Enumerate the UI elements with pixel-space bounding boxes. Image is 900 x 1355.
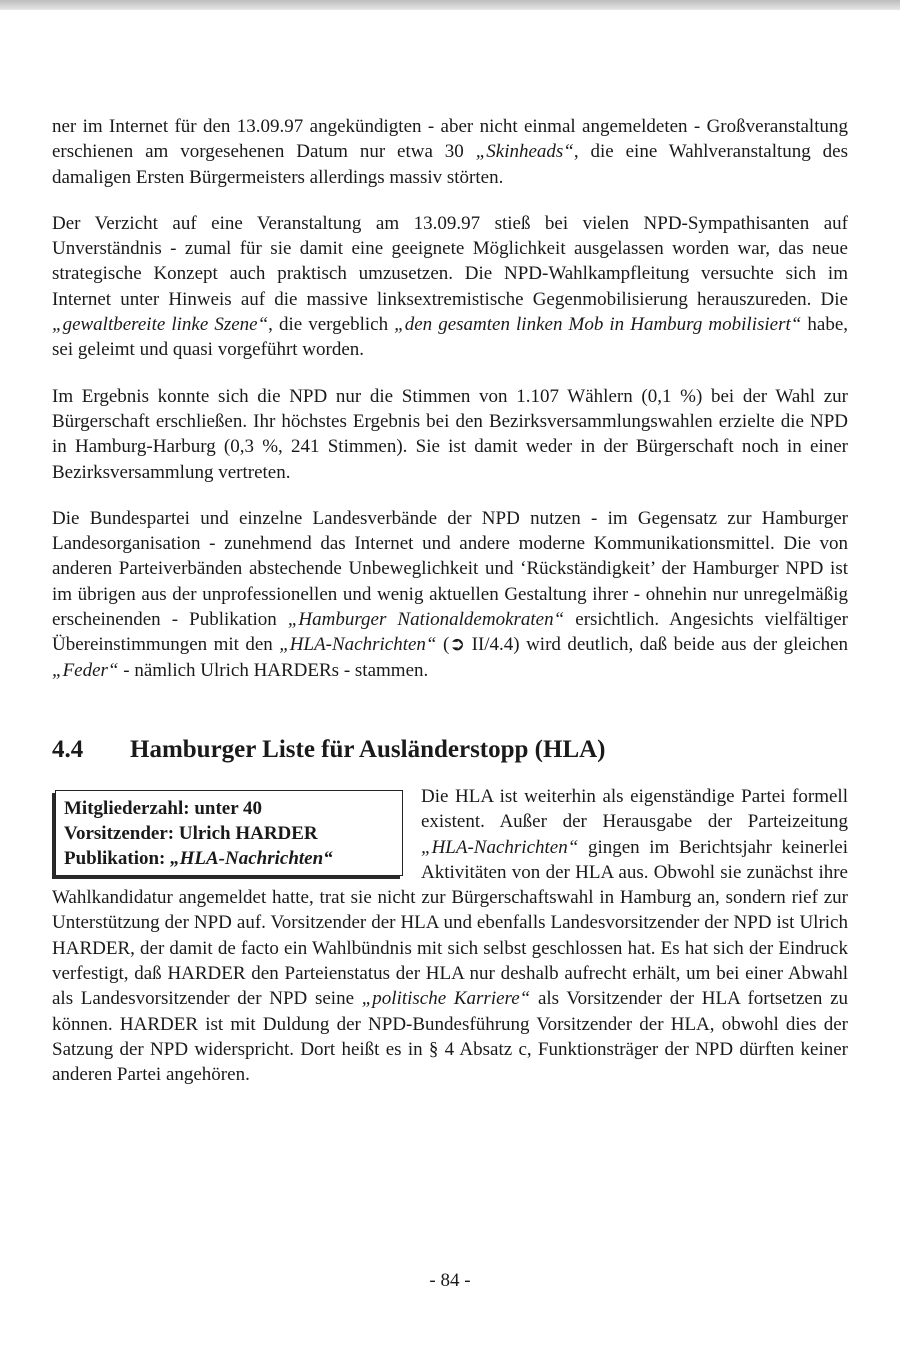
info-box [55, 790, 403, 876]
text-run: , die vergeblich [268, 314, 395, 336]
paragraph [52, 211, 848, 363]
section-title: Hamburger Liste für Ausländerstopp (HLA) [130, 735, 606, 763]
text-run: Die HLA ist weiterhin als eigenständige Partei formell existent. Außer der Herausgabe der Parteizeitung [421, 785, 848, 833]
top-edge-shadow [0, 0, 900, 10]
italic-quote: „HLA-Nachrichten“ [279, 634, 437, 656]
page-content [52, 114, 848, 1088]
italic-quote: „Feder“ [52, 659, 119, 681]
publication [64, 846, 394, 871]
text-run: als Vorsitzender der HLA fortsetzen zu können. HARDER ist mit Duldung der NPD-Bundesführung Vorsitzender der HLA, obwohl dies der Satzung der NPD widerspricht. Dort heißt es in § 4 Absatz c, Funktionsträger der NPD dürften keiner anderen Partei angehören. [52, 988, 848, 1086]
text-run: , die eine Wahlveranstaltung des damaligen Ersten Bürgermeisters allerdings massiv störten. [52, 141, 848, 188]
page-number: - 84 - [429, 1270, 471, 1291]
italic-quote: „politische Karriere“ [361, 988, 531, 1010]
text-run: Im Ergebnis konnte sich die NPD nur die Stimmen von 1.107 Wählern (0,1 %) bei der Wahl zur Bürgerschaft erschließen. Ihr höchstes Ergebnis bei den Bezirksversammlungswahlen erzielte die NPD in Hamburg-Harburg (0,3 %, 241 Stimmen). Sie ist damit weder in der Bürgerschaft noch in einer Bezirksversammlung vertreten. [52, 385, 848, 483]
publication-label: Publikation: [64, 847, 171, 869]
text-run: Der Verzicht auf eine Veranstaltung am 13.09.97 stieß bei vielen NPD-Sympathisanten auf Unverständnis - zumal für sie damit eine geeignete Möglichkeit ausgelassen worden war, das neue strategische Konzept auch praktisch umzusetzen. Die NPD-Wahlkampfleitung versuchte sich im Internet unter Hinweis auf die massive linksextremistische Gegenmobilisierung herauszureden. Die [52, 212, 848, 310]
text-run: - nämlich Ulrich HARDERs - stammen. [118, 659, 429, 681]
section-number: 4.4 [52, 735, 84, 763]
italic-quote: „HLA-Nachrichten“ [421, 836, 579, 858]
chairman: Vorsitzender: Ulrich HARDER [64, 822, 318, 844]
italic-quote: „Hamburger Nationaldemokraten“ [287, 609, 565, 631]
paragraph [52, 114, 848, 190]
text-run: ner im Internet für den 13.09.97 angekündigten - aber nicht einmal angemeldeten - Großveranstaltung erschienen am vorgesehenen Datum nur etwa 30 [52, 116, 848, 163]
italic-quote: „den gesamten linken Mob in Hamburg mobilisiert“ [394, 314, 802, 336]
publication-title: „HLA-Nachrichten“ [170, 847, 333, 869]
member-count: Mitgliederzahl: unter 40 [64, 797, 263, 819]
text-run: Die Bundespartei und einzelne Landesverbände der NPD nutzen - im Gegensatz zur Hamburger Landesorganisation - zunehmend das Internet und andere moderne Kommunikationsmittel. Die von anderen Parteiverbänden abstechende Unbeweglichkeit und ‘Rückständigkeit’ der Hamburger NPD ist im übrigen aus der unprofessionellen und wenig aktuellen Gestaltung ihrer - ohnehin nur unregelmäßig erscheinenden - Publikation [52, 507, 848, 631]
text-run: (➲ II/4.4) wird deutlich, daß beide aus der gleichen [436, 634, 848, 656]
text-run: ersichtlich. Angesichts vielfältiger Übereinstimmungen mit den [52, 609, 849, 656]
section-body [52, 784, 848, 1088]
paragraph [52, 506, 848, 683]
italic-quote: „Skinheads“ [475, 141, 574, 163]
text-run: habe, sei geleimt und quasi vorgeführt worden. [52, 314, 849, 361]
paragraph [52, 384, 848, 485]
text-run: gingen im Berichtsjahr keinerlei Aktivitäten von der HLA aus. Obwohl sie zunächst ihre Wahlkandidatur angemeldet hatte, trat sie nicht zur Bürgerschaftswahl in Hamburg an, sondern rief zur Unterstützung der NPD auf. Vorsitzender der HLA und ebenfalls Landesvorsitzender der NPD ist Ulrich HARDER, der damit de facto ein Wahlbündnis mit sich selbst geschlossen hat. Es hat sich der Eindruck verfestigt, daß HARDER den Parteienstatus der HLA nur deshalb aufrecht erhält, um bei einer Abwahl als Landesvorsitzender der NPD seine [52, 836, 848, 1010]
section-heading [52, 733, 848, 767]
italic-quote: „gewaltbereite linke Szene“ [52, 314, 269, 336]
